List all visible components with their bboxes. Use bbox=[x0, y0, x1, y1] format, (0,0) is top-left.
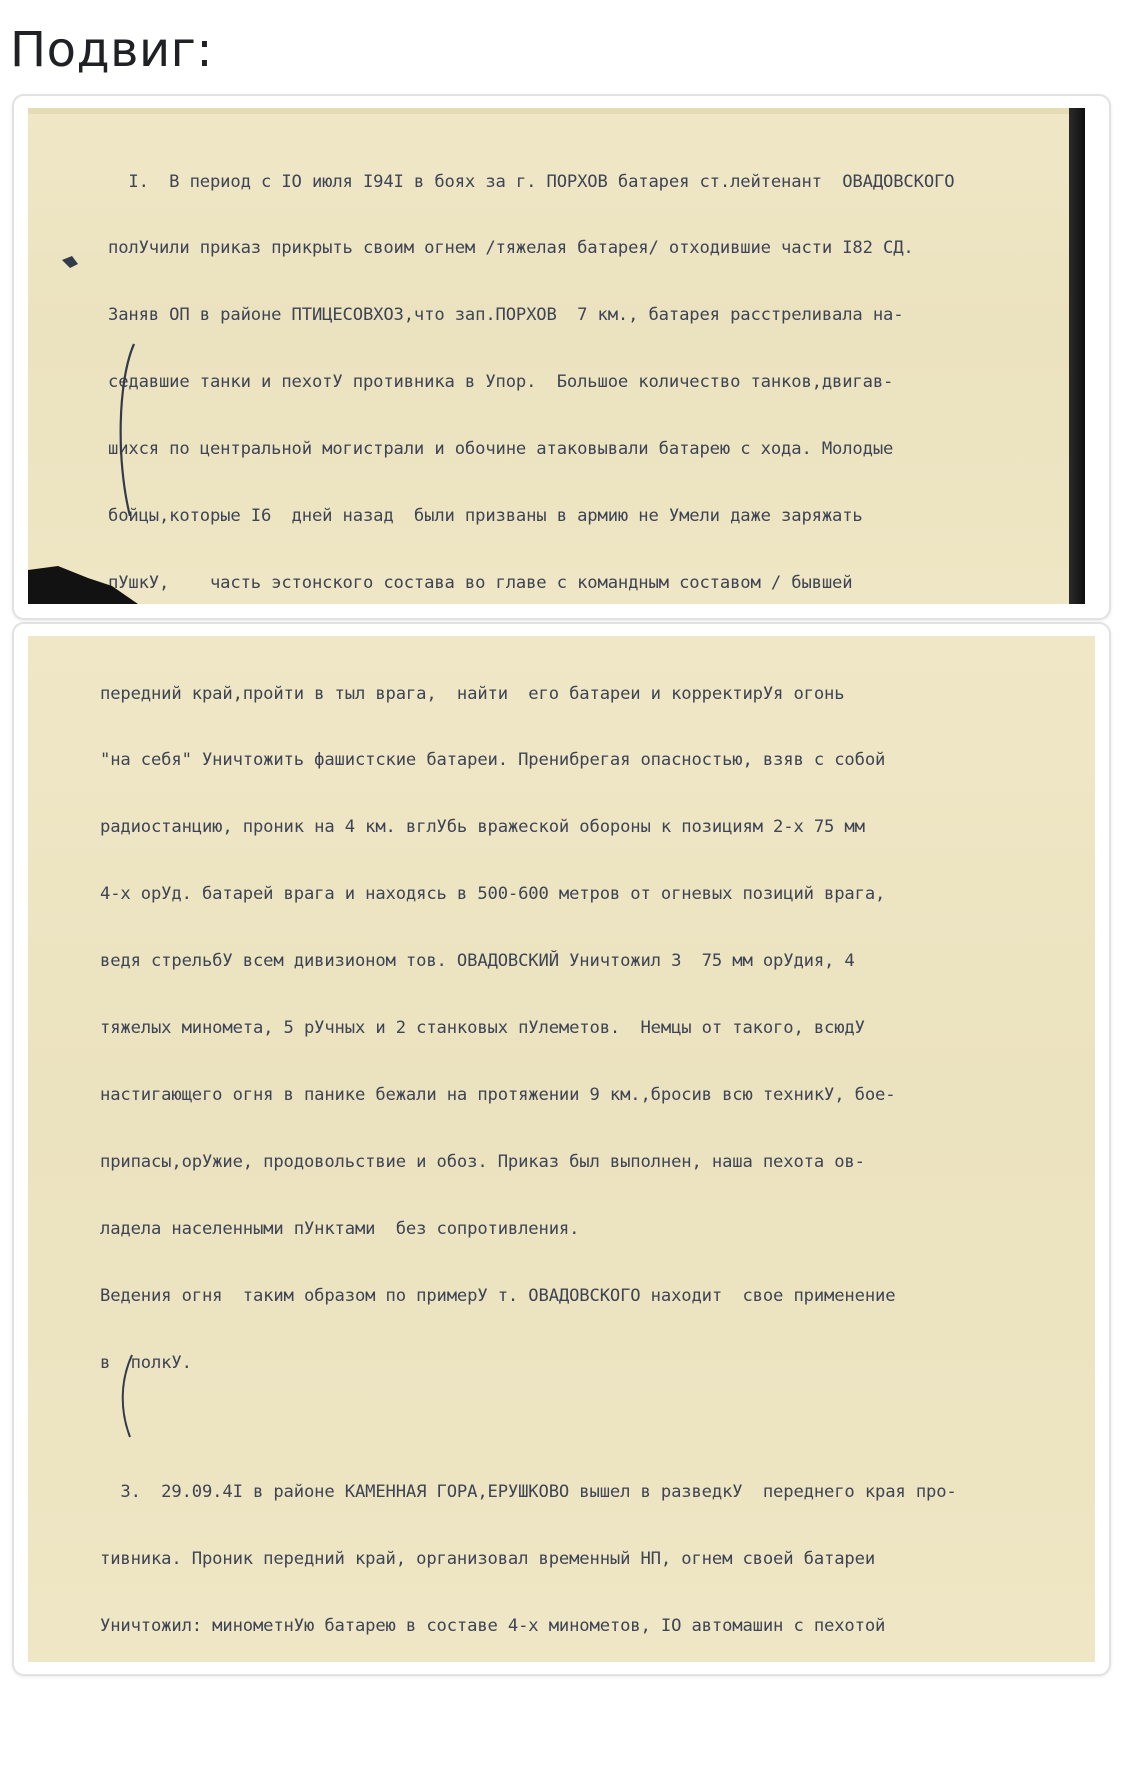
text-line: тяжелых миномета, 5 рУчных и 2 станковых пУлеметов. Немцы от такого, всюдУ bbox=[100, 1018, 865, 1039]
margin-bracket-mark bbox=[114, 1351, 138, 1441]
text-line: радиостанцию, проник на 4 км. вглУбь вражеской обороны к позициям 2-х 75 мм bbox=[100, 817, 865, 838]
text-line: Ведения огня таким образом по примерУ т. ОВАДОВСКОГО находит свое применение bbox=[100, 1285, 896, 1306]
text-line: Уничтожил: минометнУю батарею в составе 4-х минометов, IO автомашин с пехотой bbox=[100, 1615, 886, 1636]
margin-bracket-mark bbox=[110, 340, 140, 520]
margin-ink-mark bbox=[58, 246, 88, 276]
text-line: Заняв ОП в районе ПТИЦЕСОВХОЗ,что зап.ПОРХОВ 7 км., батарея расстреливала на- bbox=[108, 305, 904, 326]
text-line: 4-х орУд. батарей врага и находясь в 500-600 метров от огневых позиций врага, bbox=[100, 884, 886, 905]
scan-text-block-1 bbox=[108, 126, 954, 604]
text-line: 3. 29.09.4I в районе КАМЕННАЯ ГОРА,ЕРУШКОВО вышел в разведкУ переднего края про- bbox=[100, 1481, 957, 1502]
text-line: I. В период с IO июля I94I в боях за г. ПОРХОВ батарея ст.лейтенант ОВАДОВСКОГО bbox=[108, 171, 955, 192]
document-image-card-2[interactable] bbox=[12, 622, 1111, 1676]
text-line: настигающего огня в панике бежали на протяжении 9 км.,бросив всю техникУ, бое- bbox=[100, 1084, 896, 1105]
page-top-strip bbox=[28, 108, 1085, 114]
text-line: седавшие танки и пехотУ противника в Упор. Большое количество танков,двигав- bbox=[108, 372, 894, 393]
text-line: ладела населенными пУнктами без сопротивления. bbox=[100, 1218, 580, 1239]
page-heading: Подвиг: bbox=[10, 22, 214, 78]
text-line: "на себя" Уничтожить фашистские батареи. Пренибрегая опасностью, взяв с собой bbox=[100, 750, 886, 771]
scanned-page-2 bbox=[28, 636, 1095, 1662]
text-line: шихся по центральной могистрали и обочине атаковывали батарею с хода. Молодые bbox=[108, 439, 894, 460]
text-line: передний край,пройти в тыл врага, найти его батареи и корректирУя огонь bbox=[100, 683, 845, 704]
text-line: тивника. Проник передний край, организовал временный НП, огнем своей батареи bbox=[100, 1548, 876, 1569]
text-line: пУшкУ, часть эстонского состава во главе с командным составом / бывшей bbox=[108, 572, 853, 593]
document-image-card-1[interactable] bbox=[12, 94, 1111, 620]
torn-corner bbox=[28, 564, 138, 604]
text-line: в полкУ. bbox=[100, 1352, 192, 1373]
text-line: ведя стрельбУ всем дивизионом тов. ОВАДОВСКИЙ Уничтожил 3 75 мм орУдия, 4 bbox=[100, 951, 855, 972]
text-line: полУчили приказ прикрыть своим огнем /тяжелая батарея/ отходившие части I82 СД. bbox=[108, 238, 914, 259]
scan-text-block-2 bbox=[100, 638, 957, 1662]
text-line: бойцы,которые I6 дней назад были призваны в армию не Умели даже заряжать bbox=[108, 506, 863, 527]
scanned-page-1 bbox=[28, 108, 1085, 604]
text-line: припасы,орУжие, продовольствие и обоз. Приказ был выполнен, наша пехота ов- bbox=[100, 1151, 865, 1172]
scan-edge-shadow bbox=[1069, 108, 1085, 604]
